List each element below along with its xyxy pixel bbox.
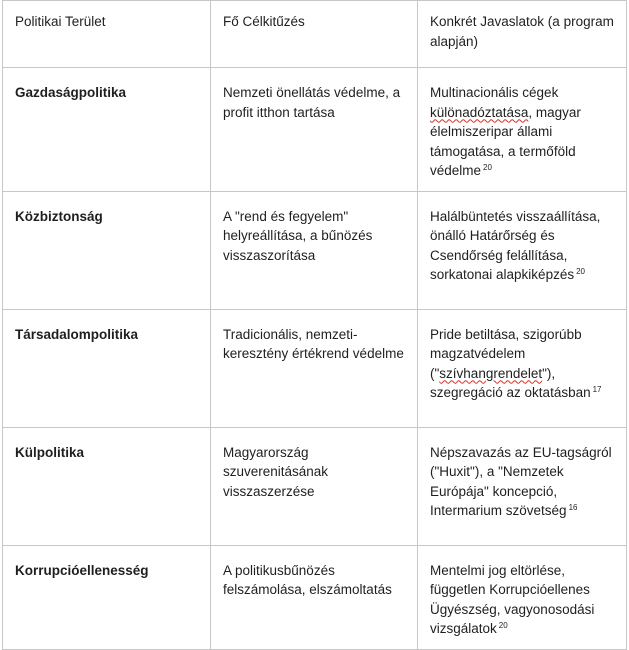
- proposals-text: , magyar élelmiszeripar állami támogatása, a termőföld védelme: [430, 104, 581, 178]
- row-goal: Magyarország szuverenitásának visszaszerzése: [211, 427, 418, 545]
- row-area: Közbiztonság: [3, 191, 211, 309]
- header-area: Politikai Terület: [3, 1, 211, 68]
- table-row: [3, 545, 627, 649]
- table-header-row: [3, 1, 627, 68]
- policy-table: [2, 0, 627, 650]
- row-proposals: [418, 191, 627, 309]
- row-goal: A politikusbűnözés felszámolása, elszámoltatás: [211, 545, 418, 649]
- table-row: [3, 191, 627, 309]
- citation-ref[interactable]: 20: [576, 267, 585, 276]
- header-proposals: Konkrét Javaslatok (a program alapján): [418, 1, 627, 68]
- spellcheck-flagged-word[interactable]: szívhangrendelet: [439, 365, 543, 381]
- citation-ref[interactable]: 17: [592, 385, 602, 394]
- citation-ref[interactable]: 16: [568, 503, 578, 512]
- row-proposals: [418, 68, 627, 192]
- table-row: [3, 309, 627, 427]
- row-area: Korrupcióellenesség: [3, 545, 211, 649]
- citation-ref[interactable]: 20: [498, 621, 508, 630]
- row-goal: A "rend és fegyelem" helyreállítása, a bűnözés visszaszorítása: [211, 191, 418, 309]
- row-area: Társadalompolitika: [3, 309, 211, 427]
- row-area: Gazdaságpolitika: [3, 68, 211, 192]
- proposals-text: "), szegregáció az oktatásban: [430, 365, 591, 400]
- proposals-text: Pride betiltása, szigorúbb magzatvédelem (": [430, 326, 582, 381]
- header-goal: Fő Célkitűzés: [211, 1, 418, 68]
- citation-ref[interactable]: 20: [483, 163, 492, 172]
- row-proposals: [418, 427, 627, 545]
- row-proposals: [418, 309, 627, 427]
- row-goal: Nemzeti önellátás védelme, a profit itthon tartása: [211, 68, 418, 192]
- spellcheck-flagged-word[interactable]: különadóztatása: [430, 104, 529, 120]
- row-goal: Tradicionális, nemzeti-keresztény értékrend védelme: [211, 309, 418, 427]
- proposals-text: Multinacionális cégek: [430, 85, 559, 100]
- proposals-text: Mentelmi jog eltörlése, független Korrupcióellenes Ügyészség, vagyonosodási vizsgálatok: [430, 562, 595, 636]
- proposals-text: Halálbüntetés visszaállítása, önálló Határőrség és Csendőrség felállítása, sorkatonai alapkiképzés: [430, 208, 601, 282]
- row-proposals: [418, 545, 627, 649]
- table-row: [3, 68, 627, 192]
- table-row: [3, 427, 627, 545]
- row-area: Külpolitika: [3, 427, 211, 545]
- proposals-text: Népszavazás az EU-tagságról ("Huxit"), a "Nemzetek Európája" koncepció, Intermarium szövetség: [430, 444, 612, 518]
